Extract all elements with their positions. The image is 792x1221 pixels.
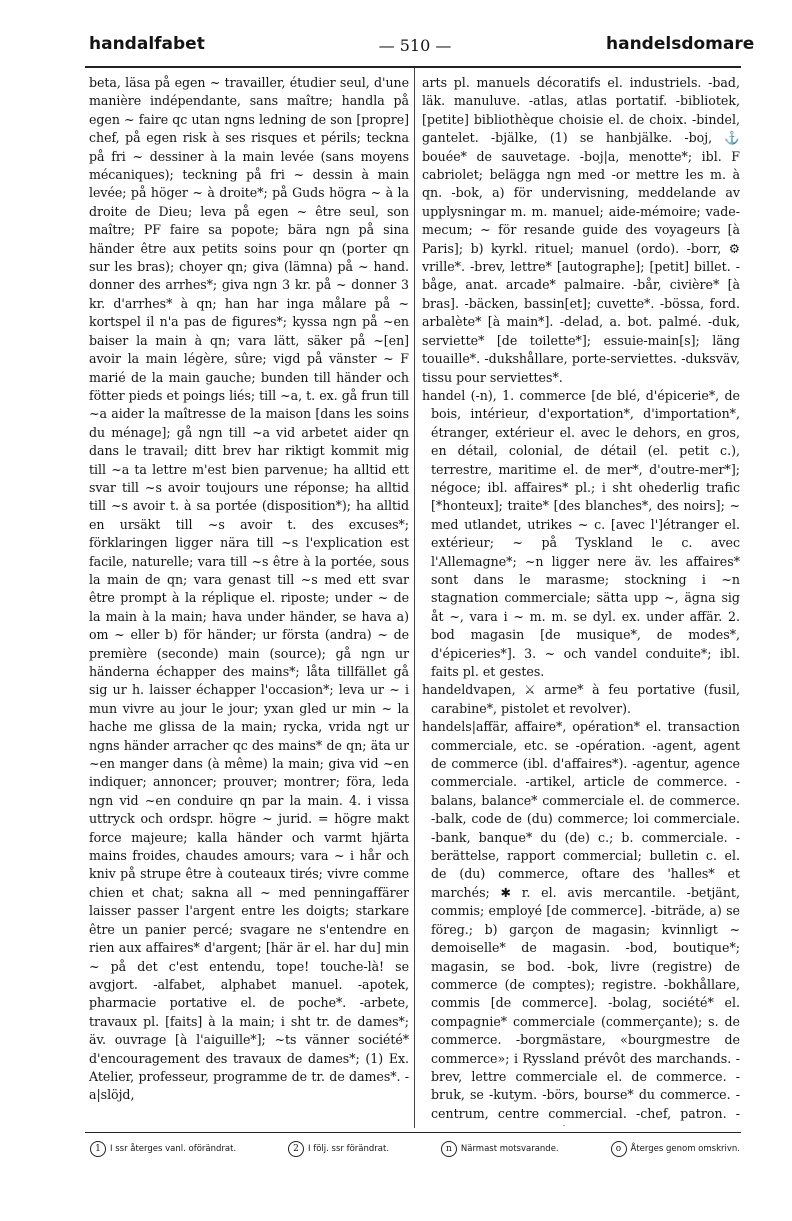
footnote-legend (90, 1138, 740, 1160)
entry-text-hand-continued: beta, läsa på egen ~ travailler, étudier seul, d'une manière indépendante, sans maître; handla på egen ~ faire qc utan ngns ledning de son [propre] chef, på egen risk à ses risques et périls; teckna på fri ~ dessiner à la main levée (sans moyens mécaniques); teckning på fri ~ dessin à main levée; på höger ~ à droite*; på Guds högra ~ à la droite de Dieu; leva på egen ~ être seul, son maître; PF faire sa popote; bära ngn på sina händer être aux petits soins pour qn (porter qn sur les bras); choyer qn; giva (lämna) på ~ hand. donner des arrhes*; giva ngn 3 kr. på ~ donner 3 kr. d'arrhes* à qn; han har inga målare på ~ kortspel il n'a pas de figures*; kyssa ngn på ~en baiser la main à qn; vara lätt, säker på ~[en] avoir la main légère, sûre; vigd på vänster ~ F marié de la main gauche; bunden till händer och fötter pieds et poings liés; till ~a, t. ex. gå frun till ~a aider la maîtresse de la maison [dans les soins du ménage]; gå ngn till ~a vid arbetet aider qn dans le travail; ditt brev har riktigt kommit mig till ~a ta lettre m'est bien parvenue; ha alltid ett svar till ~s avoir toujours une réponse; ha alltid till ~s avoir t. à sa portée (disposition*); ha alltid en ursäkt till ~s avoir t. des excuses*; förklaringen ligger nära till ~s l'explication est facile, naturelle; vara till ~s être à la portée, sous la main de qn; vara genast till ~s med ett svar être prompt à la réplique el. riposte; under ~ de la main à la main; hava under händer, se hava a) om ~ eller b) för händer; ur första (andra) ~ de première (seconde) main (source); gå ngn ur händerna échapper des mains*; låta tillfället gå sig ur h. laisser échapper l'occasion*; leva ur ~ i mun vivre au jour le jour; yxan gled ur min ~ la hache me glissa de la main; rycka, vrida ngt ur ngns händer arracher qc des mains* de qn; äta ur ~en manger dans (à même) la main; giva vid ~en indiquer; annoncer; prouver; montrer; föra, leda ngn vid ~en conduire qn par la main. 4. i vissa uttryck och ordspr. högre ~ jurid. = högre makt force majeure; kalla händer och varmt hjärta mains froides, chaudes amours; vara ~ i hår och kniv på strupe être à couteaux tirés; vivre comme chien et chat; sakna all ~ med penningaffärer laisser passer l'argent entre les doigts; starkare être un panier percé; svagare ne s'entendre en rien aux affaires* d'argent; [här är el. har du] min ~ på det c'est entendu, tope! touche-là! se avgjort. -alfabet, alphabet manuel. -apotek, pharmacie portative el. de poche*. -arbete, travaux pl. [faits] à la main; i sht tr. de dames*; äv. ouvrage [à l'aiguille*]; ~ts vänner société* d'encouragement des travaux de dames*; (1) Ex. Atelier, professeur, programme de tr. de dames*. -a|slöjd, (89, 75, 409, 1103)
running-head-last-word: handelsdomare (606, 34, 755, 54)
footnote-4 (611, 1141, 740, 1157)
footnote-mark: n (441, 1141, 457, 1157)
footnote-mark: o (611, 1141, 627, 1157)
entry-text-hand-compounds: arts pl. manuels décoratifs el. industriels. -bad, läk. manuluve. -atlas, atlas portatif. -bibliotek, [petite] bibliothèque choisie el. de choix. -bindel, gantelet. -bjälke, (1) se hanbjälke. -boj, ⚓ bouée* de sauvetage. -boj|a, menotte*; ibl. F cabriolet; belägga ngn med -or mettre les m. à qn. -bok, a) för undervisning, meddelande av upplysningar m. m. manuel; aide-mémoire; vade-mecum; ~ för resande guide des voyageurs [à Paris]; b) kyrkl. rituel; manuel (ordo). -borr, ⚙ vrille*. -brev, lettre* [autographe]; [petit] billet. -båge, anat. arcade* palmaire. -bår, civière* [à bras]. -bäcken, bassin[et]; cuvette*. -bössa, ford. arbalète* [à main*]. -delad, a. bot. palmé. -duk, serviette* [de toilette*]; essuie-main[s]; läng touaille*. -dukshållare, porte-serviettes. -duksväv, tissu pour serviettes*. (422, 75, 740, 385)
page-number: — 510 — (378, 36, 452, 55)
footnote-text: Närmast motsvarande. (460, 1144, 559, 1154)
footnote-text: I följ. ssr förändrat. (308, 1144, 390, 1154)
footnote-mark: 1 (90, 1141, 106, 1157)
left-column (89, 74, 409, 1126)
footnote-mark: 2 (288, 1141, 304, 1157)
footnote-3 (441, 1141, 559, 1157)
entry-handel: handel (-n), 1. commerce [de blé, d'épicerie*, de bois, intérieur, d'exportation*, d'importation*, étranger, extérieur el. avec le dehors, en gros, en détail, colonial, de détail (el. petit c.), terrestre, maritime el. de mer*, d'outre-mer*]; négoce; ibl. affaires* pl.; i sht ohederlig trafic [*honteux]; traite* [des blanches*, des noirs]; ~ med utlandet, utrikes ~ c. [avec l']étranger el. extérieur; ~ på Tyskland le c. avec l'Allemagne*; ~n ligger nere äv. les affaires* sont dans le marasme; stockning i ~n stagnation commerciale; sätta upp ~, ägna sig åt ~, vara i ~ m. m. se dyl. ex. under affär. 2. bod magasin [de musique*, de modes*, d'épiceries*]. 3. ~ och vandel conduite*; ibl. faits pl. et gestes. (422, 387, 740, 679)
right-column (422, 74, 740, 1126)
footnote-rule (85, 1132, 741, 1133)
column-divider (414, 68, 415, 1128)
entry-handeldvapen: handeldvapen, ⚔ arme* à feu portative (fusil, carabine*, pistolet et revolver). (422, 682, 740, 716)
footnote-1 (90, 1141, 236, 1157)
running-head-first-word: handalfabet (89, 34, 205, 54)
header-rule (85, 66, 741, 68)
footnote-text: Återges genom omskrivn. (630, 1144, 740, 1154)
entry-handels: handels|affär, affaire*, opération* el. transaction commerciale, etc. se -opération. -agent, agent de commerce (ibl. d'affaires*). -agentur, agence commerciale. -artikel, article de commerce. -balans, balance* commerciale el. de commerce. -balk, code de (du) commerce; loi commerciale. -bank, banque* du (de) c.; b. commerciale. -berättelse, rapport commercial; bulletin c. el. de (du) commerce, oftare des 'halles* et marchés; ✱ r. el. avis mercantile. -betjänt, commis; employé [de commerce]. -biträde, a) se föreg.; b) garçon de magasin; kvinnligt ~ demoiselle* de magasin. -bod, boutique*; magasin, se bod. -bok, livre (registre) de commerce (de comptes); registre. -bokhållare, commis [de commerce]. -bolag, société* el. compagnie* commerciale (commerçante); s. de commerce. -borgmästare, «bourgmestre de commerce»; i Ryssland prévôt des marchands. -brev, lettre commerciale el. de commerce. -bruk, se -kutym. -börs, bourse* du commerce. -centrum, centre commercial. -chef, patron. - (422, 719, 740, 1121)
footnote-text: I ssr återges vanl. oförändrat. (110, 1144, 237, 1154)
footnote-2 (288, 1141, 389, 1157)
